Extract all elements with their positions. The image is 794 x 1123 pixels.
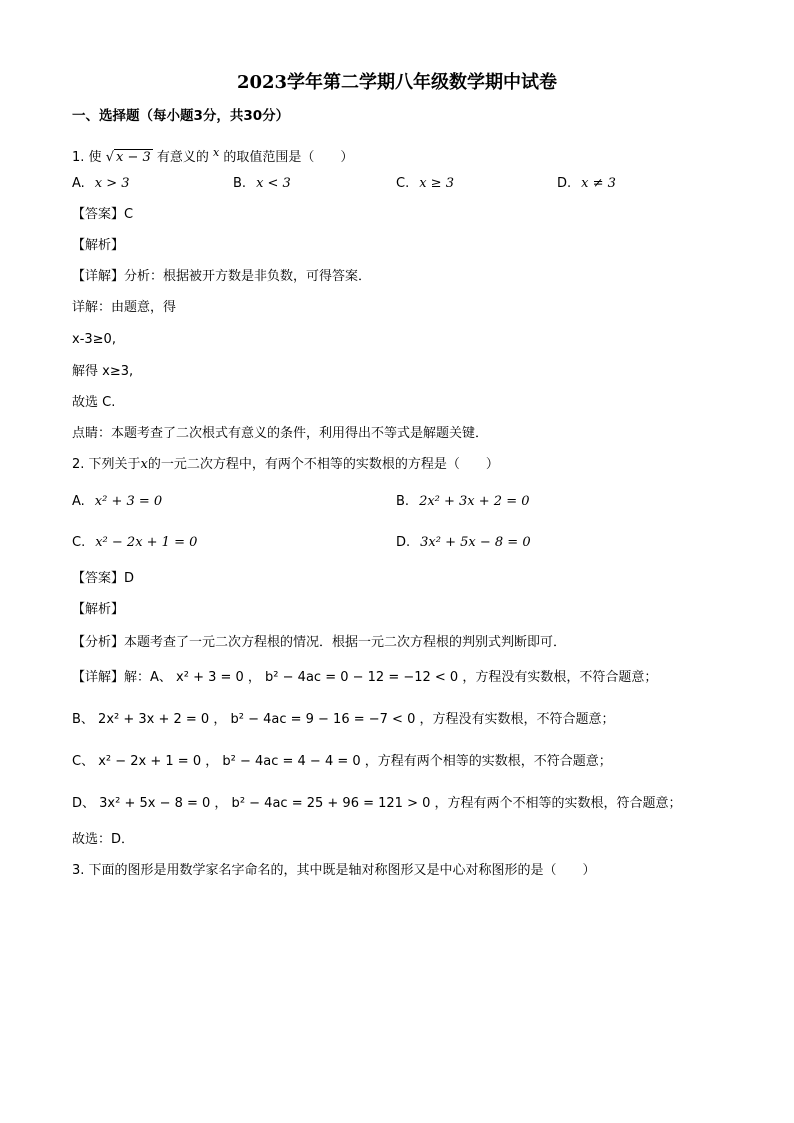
option-expr: x ≠ 3 <box>581 176 616 191</box>
q1-variable: x <box>213 146 220 159</box>
option-letter: B. <box>396 494 410 509</box>
q2-detail-b: B、 2x² + 3x + 2 = 0 ， b² − 4ac = 9 − 16 = −7 < 0 ，方程没有实数根，不符合题意； <box>72 712 615 727</box>
option-expr: x ≥ 3 <box>419 176 454 191</box>
option-expr: x² − 2x + 1 = 0 <box>95 535 198 550</box>
option-letter: A. <box>72 494 85 509</box>
q1-step-1: 详解：由题意，得 <box>72 300 177 315</box>
q1-option-b <box>233 174 291 194</box>
q2-conclusion: 故选：D． <box>72 832 135 847</box>
q2-option-b <box>396 492 530 512</box>
option-letter: D. <box>396 535 411 550</box>
q2-option-a <box>72 492 162 512</box>
q1-option-c <box>396 174 454 194</box>
question-3-stem: 3. 下面的图形是用数学家名字命名的，其中既是轴对称图形又是中心对称图形的是（ ） <box>72 863 596 878</box>
radicand: x − 3 <box>115 150 151 165</box>
q1-comment: 点睛：本题考查了二次根式有意义的条件，利用得出不等式是解题关键． <box>72 426 489 441</box>
q2-detail-a: 【详解】解：A、 x² + 3 = 0 ， b² − 4ac = 0 − 12 = −12 < 0 ，方程没有实数根，不符合题意； <box>72 670 658 685</box>
question-2-stem <box>72 455 499 475</box>
q2-detail-c: C、 x² − 2x + 1 = 0 ， b² − 4ac = 4 − 4 = 0 ，方程有两个相等的实数根，不符合题意； <box>72 754 612 769</box>
q1-option-a <box>72 174 130 194</box>
option-expr: x² + 3 = 0 <box>94 494 163 509</box>
sqrt-expression: √ x − 3 <box>105 150 151 165</box>
option-letter: D. <box>557 176 572 191</box>
option-expr: 2x² + 3x + 2 = 0 <box>419 494 530 509</box>
option-letter: B. <box>233 176 247 191</box>
option-letter: A. <box>72 176 85 191</box>
option-letter: C. <box>396 176 410 191</box>
q1-step-3: 解得 x≥3, <box>72 364 134 379</box>
option-letter: C. <box>72 535 86 550</box>
q1-detail: 【详解】分析：根据被开方数是非负数，可得答案． <box>72 269 372 284</box>
q2-option-c <box>72 533 197 553</box>
q2-analysis-label: 【解析】 <box>72 602 125 617</box>
q2-analysis: 【分析】本题考查了一元二次方程根的情况．根据一元二次方程根的判别式判断即可． <box>72 635 567 650</box>
q2-option-d <box>396 533 531 553</box>
q1-analysis-label: 【解析】 <box>72 238 125 253</box>
q1-mid: 有意义的 <box>156 150 209 165</box>
question-1-stem <box>72 143 353 168</box>
q2-answer: 【答案】D <box>72 571 135 586</box>
q1-step-2: x-3≥0, <box>72 332 116 347</box>
q2-suffix: 的一元二次方程中，有两个不相等的实数根的方程是（ ） <box>147 457 499 472</box>
q1-step-4: 故选 C. <box>72 395 116 410</box>
q2-prefix: 2. 下列关于 <box>72 457 141 472</box>
q1-prefix: 1. 使 <box>72 150 102 165</box>
page-title: 2023学年第二学期八年级数学期中试卷 <box>236 72 558 93</box>
option-expr: 3x² + 5x − 8 = 0 <box>420 535 531 550</box>
q2-detail-d: D、 3x² + 5x − 8 = 0 ， b² − 4ac = 25 + 96 = 121 > 0 ，方程有两个不相等的实数根，符合题意； <box>72 796 682 811</box>
option-expr: x > 3 <box>94 176 130 191</box>
q1-suffix: 的取值范围是（ ） <box>223 150 354 165</box>
q1-option-d <box>557 174 616 194</box>
option-expr: x < 3 <box>256 176 291 191</box>
q2-variable: x <box>140 457 148 472</box>
section-heading: 一、选择题（每小题3分，共30分） <box>72 108 290 124</box>
q1-answer: 【答案】C <box>72 207 134 222</box>
